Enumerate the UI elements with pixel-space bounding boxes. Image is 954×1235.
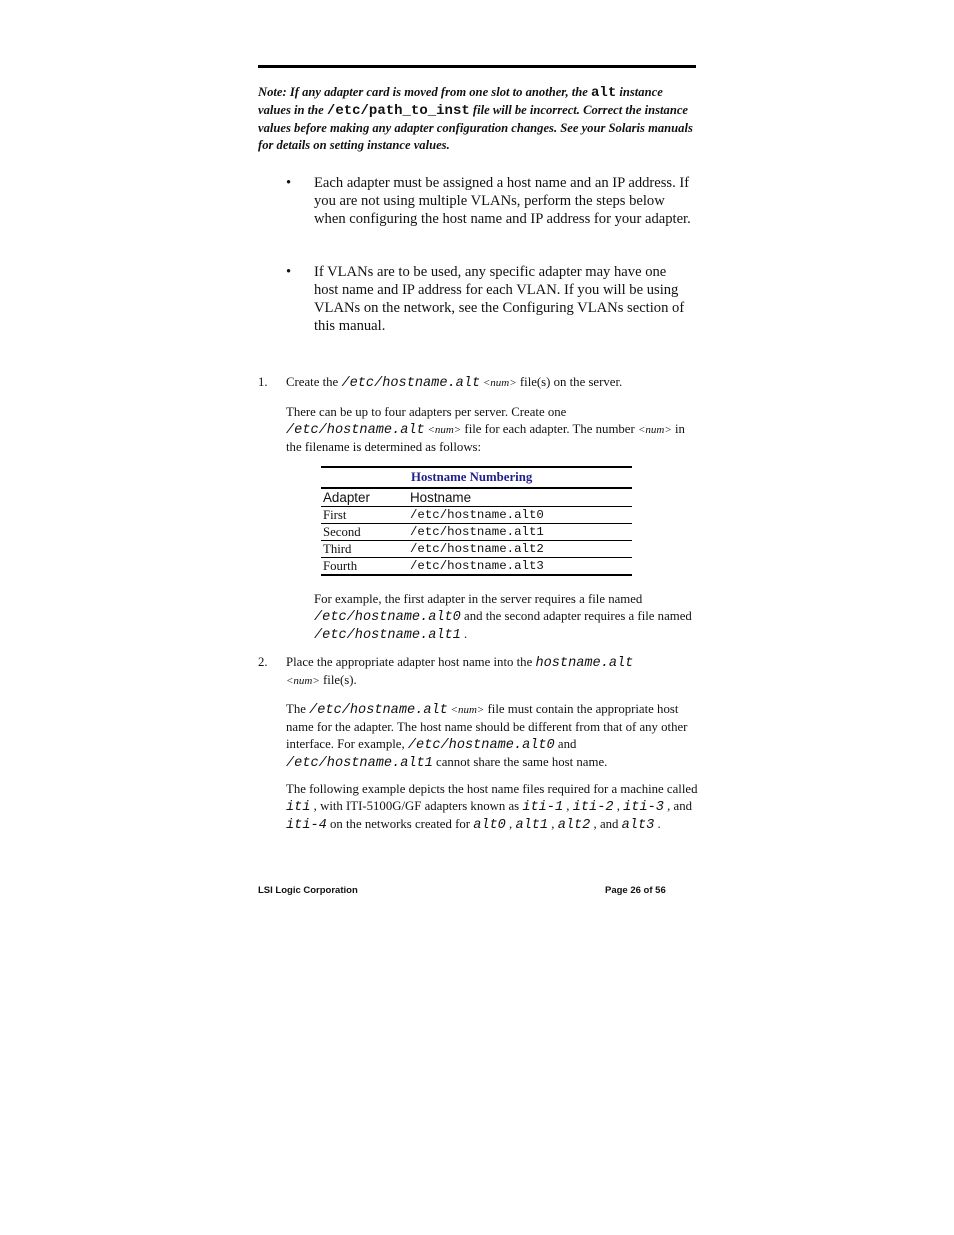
hostname-numbering-table bbox=[321, 466, 632, 576]
table-header-hostname: Hostname bbox=[410, 490, 472, 505]
header-rule bbox=[258, 65, 696, 68]
footer-company: LSI Logic Corporation bbox=[258, 885, 358, 896]
code-alt: alt bbox=[591, 85, 617, 101]
code-path-to-inst: /etc/path_to_inst bbox=[326, 103, 470, 119]
step-number: 2. bbox=[258, 655, 268, 669]
note-paragraph: Note: If any adapter card is moved from one slot to another, the alt instance values in the /etc/path_to_inst file will be incorrect. Correct the instance values before making any adapter configuration changes. See your Solaris manuals for details on setting instance values. bbox=[258, 85, 693, 152]
table-row: First /etc/hostname.alt0 bbox=[323, 508, 544, 522]
example-paragraph: For example, the first adapter in the server requires a file named /etc/hostname.alt0 and the second adapter requires a file named /etc/hostname.alt1 . bbox=[314, 592, 692, 643]
step-2-text: Place the appropriate adapter host name into the hostname.alt <num> file(s). bbox=[286, 655, 634, 687]
host-name-example-paragraph: The following example depicts the host name files required for a machine called iti , with ITI-5100G/GF adapters known as iti-1 , iti-2 , iti-3 , and iti-4 on the networks created for alt0 , alt1 , alt2 , and alt3 . bbox=[286, 782, 698, 833]
footer-page-number: Page 26 of 56 bbox=[605, 885, 666, 896]
table-row: Third /etc/hostname.alt2 bbox=[323, 542, 544, 556]
table-header-adapter: Adapter bbox=[323, 490, 370, 505]
step-1-text: Create the /etc/hostname.alt <num> file(s) on the server. bbox=[286, 375, 623, 391]
table-rule bbox=[321, 574, 632, 576]
step-1-paragraph: There can be up to four adapters per server. Create one /etc/hostname.alt <num> file for each adapter. The number <num> in the filename is determined as follows: bbox=[286, 405, 685, 454]
table-row: Second /etc/hostname.alt1 bbox=[323, 525, 544, 539]
table-caption: Hostname Numbering bbox=[411, 470, 533, 484]
step-2-paragraph: The /etc/hostname.alt <num> file must contain the appropriate host name for the adapter. The host name should be different from that of any other interface. For example, /etc/hostname.alt0 and /etc/hostname.alt1 cannot share the same host name. bbox=[286, 702, 688, 771]
table-row: Fourth /etc/hostname.alt3 bbox=[323, 559, 544, 573]
bullet-icon: • bbox=[286, 264, 292, 280]
step-number: 1. bbox=[258, 375, 268, 389]
bullet-icon: • bbox=[286, 175, 292, 191]
table-header-row bbox=[321, 489, 632, 506]
